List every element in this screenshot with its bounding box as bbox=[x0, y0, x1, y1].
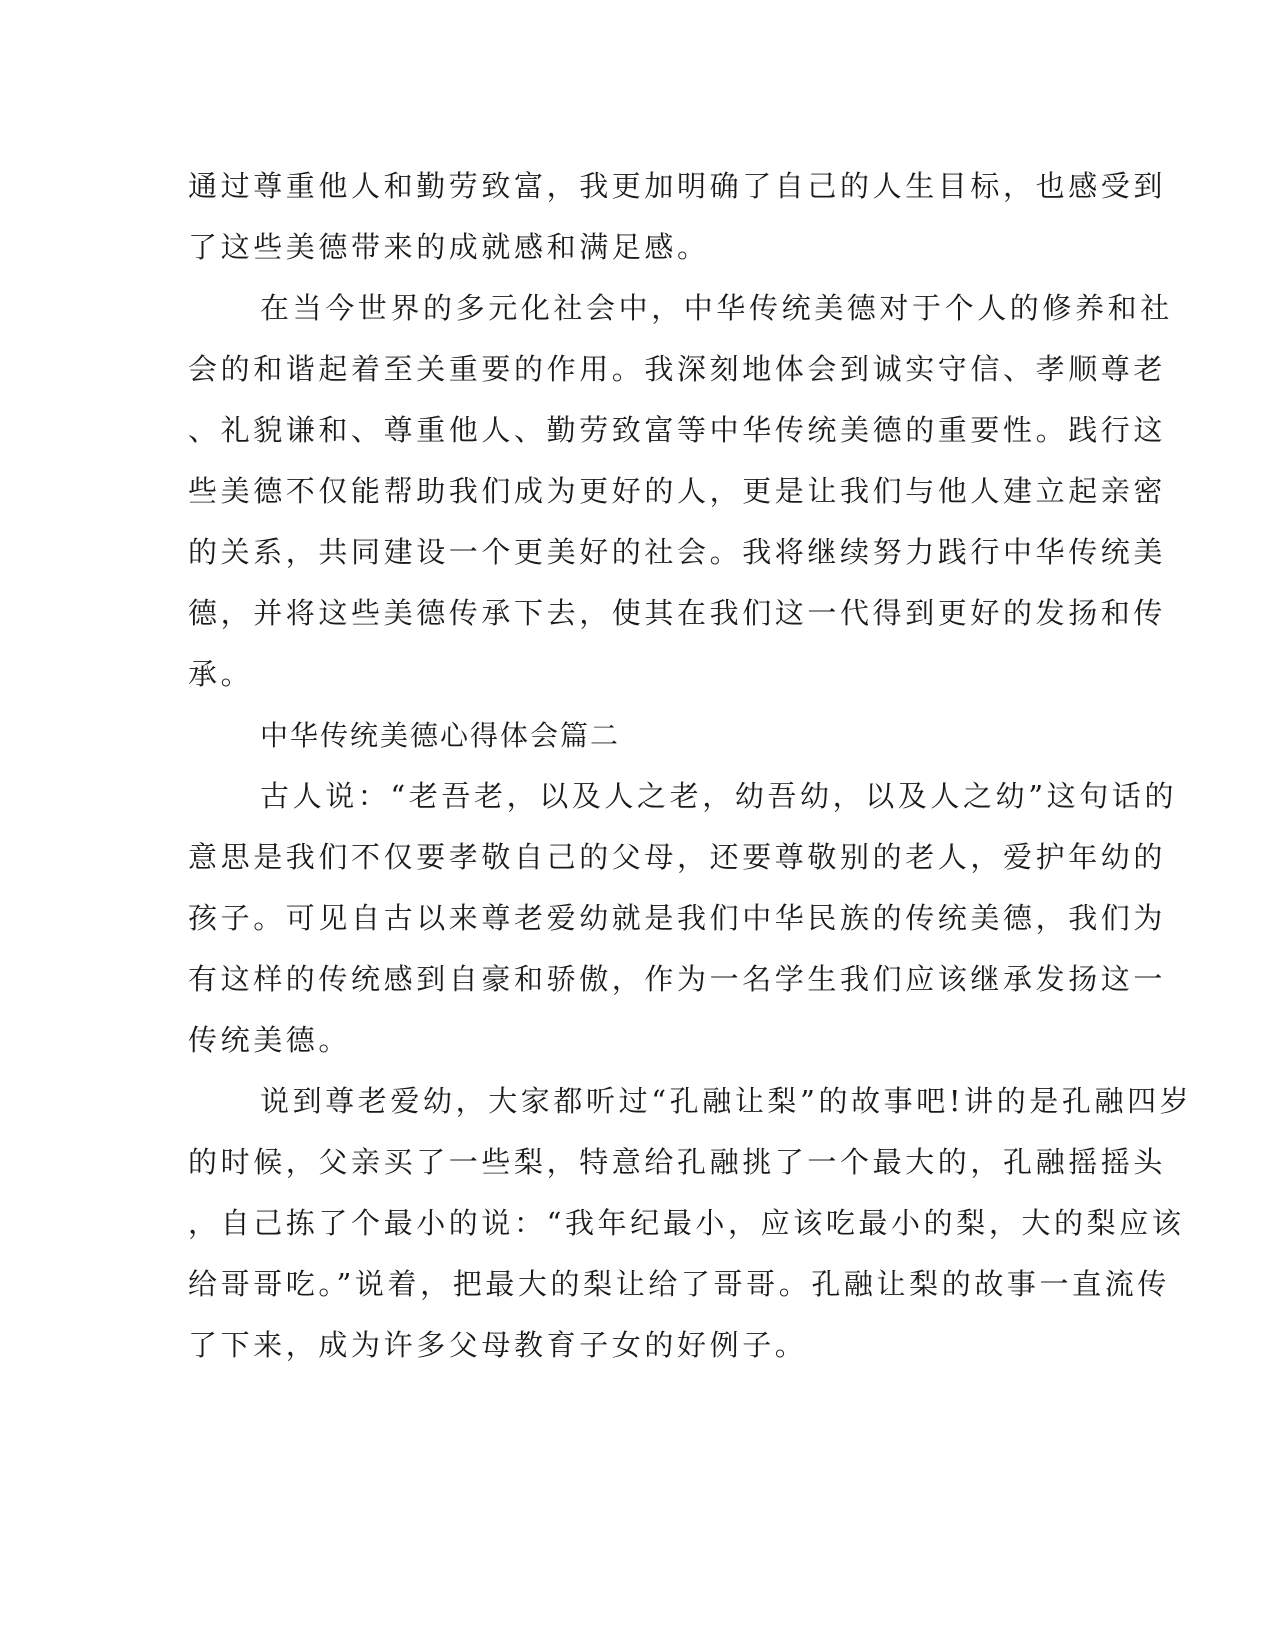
text-line: 孩子。可见自古以来尊老爱幼就是我们中华民族的传统美德，我们为 bbox=[188, 901, 1167, 935]
paragraph bbox=[188, 156, 1167, 278]
text-line: 通过尊重他人和勤劳致富，我更加明确了自己的人生目标，也感受到 bbox=[188, 169, 1167, 203]
text-line: 些美德不仅能帮助我们成为更好的人，更是让我们与他人建立起亲密 bbox=[188, 474, 1167, 508]
text-line: 在当今世界的多元化社会中，中华传统美德对于个人的修养和社 bbox=[260, 291, 1173, 325]
section-heading-text: 中华传统美德心得体会篇二 bbox=[260, 719, 621, 752]
text-line: 了下来，成为许多父母教育子女的好例子。 bbox=[188, 1328, 808, 1362]
document-body bbox=[188, 156, 1193, 1376]
text-line: 给哥哥吃。”说着，把最大的梨让给了哥哥。孔融让梨的故事一直流传 bbox=[188, 1267, 1170, 1301]
paragraph bbox=[188, 766, 1178, 1071]
text-line: 说到尊老爱幼，大家都听过“孔融让梨”的故事吧!讲的是孔融四岁 bbox=[260, 1084, 1193, 1118]
text-line: 传统美德。 bbox=[188, 1023, 352, 1057]
text-line: 会的和谐起着至关重要的作用。我深刻地体会到诚实守信、孝顺尊老 bbox=[188, 352, 1167, 386]
text-line: 承。 bbox=[188, 657, 254, 691]
text-line: 意思是我们不仅要孝敬自己的父母，还要尊敬别的老人，爱护年幼的 bbox=[188, 840, 1167, 874]
text-line: ，自己拣了个最小的说：“我年纪最小，应该吃最小的梨，大的梨应该 bbox=[188, 1206, 1185, 1240]
text-line: 了这些美德带来的成就感和满足感。 bbox=[188, 230, 710, 264]
text-line: 的时候，父亲买了一些梨，特意给孔融挑了一个最大的，孔融摇摇头 bbox=[188, 1145, 1167, 1179]
text-line: 德，并将这些美德传承下去，使其在我们这一代得到更好的发扬和传 bbox=[188, 596, 1167, 630]
text-line: 有这样的传统感到自豪和骄傲，作为一名学生我们应该继承发扬这一 bbox=[188, 962, 1167, 996]
paragraph bbox=[188, 1071, 1193, 1376]
text-line: 的关系，共同建设一个更美好的社会。我将继续努力践行中华传统美 bbox=[188, 535, 1167, 569]
paragraph bbox=[188, 278, 1173, 705]
text-line: 、礼貌谦和、尊重他人、勤劳致富等中华传统美德的重要性。践行这 bbox=[188, 413, 1167, 447]
text-line: 古人说：“老吾老，以及人之老，幼吾幼，以及人之幼”这句话的 bbox=[260, 779, 1178, 813]
section-heading bbox=[188, 705, 1073, 766]
